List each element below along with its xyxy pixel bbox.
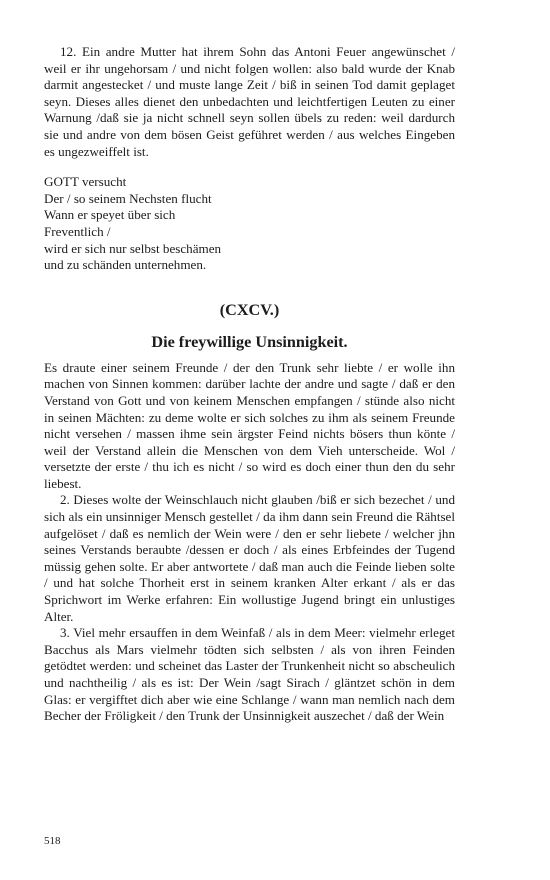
verse-block xyxy=(44,174,455,274)
verse-line: Freventlich / xyxy=(44,223,111,239)
chapter-number: (CXCV.) xyxy=(219,300,280,319)
chapter-title: Die freywillige Unsinnigkeit. xyxy=(151,332,348,351)
verse-line: wird er sich nur selbst beschämen xyxy=(44,240,222,256)
verse-line: und zu schänden unternehmen. xyxy=(44,257,207,273)
verse-line: GOTT versucht xyxy=(44,174,127,190)
page-number: 518 xyxy=(44,835,61,847)
spacer xyxy=(44,160,455,174)
chapter-paragraph-3: 3. Viel mehr ersauffen in dem Weinfaß / als in dem Meer: vielmehr erleget Bacchus als Mars vielmehr tödten sich selbsten / als von ihren Feinden getödtet werden: und scheinet das Laster der Trunkenheit nicht so abscheulich und nachtheilig / als es ist: Der Wein /sagt Sirach / gläntzet schön in dem Glas: er vergifftet dich aber wie eine Schlange / wann man nemlich nach dem Becher der Fröligkeit / den Trunk der Unsinnigkeit auszechet / daß der Wein xyxy=(44,625,455,724)
page-body xyxy=(44,44,455,725)
verse-line: Wann er speyet über sich xyxy=(44,207,176,223)
verse-line: Der / so seinem Nechsten flucht xyxy=(44,190,212,206)
chapter-paragraph-1: Es draute einer seinem Freunde / der den Trunk sehr liebte / er wolle ihn machen von Sinnen kommen: darüber lachte der andre und sagte / daß er den Verstand von Gott und von keinem Menschen empfangen / stünde also nicht in seinen Mächten: zu deme wolte er sich solches zu ihm als seinem Freunde nicht versehen / massen ihme sein ärgster Feind nichts bösers thun könte / weil der Verstand allein die Menschen von dem Vieh unterscheide. Wol / versetzte der erste / thu ich es nicht / so wird es doch einer thun den du sehr liebest. xyxy=(44,359,455,491)
paragraph-12: 12. Ein andre Mutter hat ihrem Sohn das Antoni Feuer angewünschet / weil er ihr ungehorsam / und nicht folgen wollen: also bald wurde der Knab darmit angestecket / und muste lange Zeit / biß in seinen Tod damit geplaget seyn. Dieses alles dienet den unbedachten und leichtfertigen Leuten zu einer Warnung /daß sie ja nicht schnell seyn sollen übels zu reden: weil dardurch sie und andre von dem bösen Geist geführet werden / aus welches Eingeben es ungezweiffelt ist. xyxy=(44,44,455,159)
chapter-paragraph-2: 2. Dieses wolte der Weinschlauch nicht glauben /biß er sich bezechet / und sich als ein unsinniger Mensch gestellet / da ihm dann sein Freund die Rähtsel aufgelöset / daß es nemlich der Wein were / den er sehr liebete / welcher jhn seines Verstands beraubte /dessen er doch / als eines Erbfeindes der Tugend müssig gehen solte. Er aber antwortete / daß man auch die Feinde lieben solte / und hat solche Thorheit erst in seinem kranken Alter erkant / als er das Sprichwort im Werke erfahren: Ein wollustige Jugend bringt ein unlustiges Alter. xyxy=(44,492,455,624)
